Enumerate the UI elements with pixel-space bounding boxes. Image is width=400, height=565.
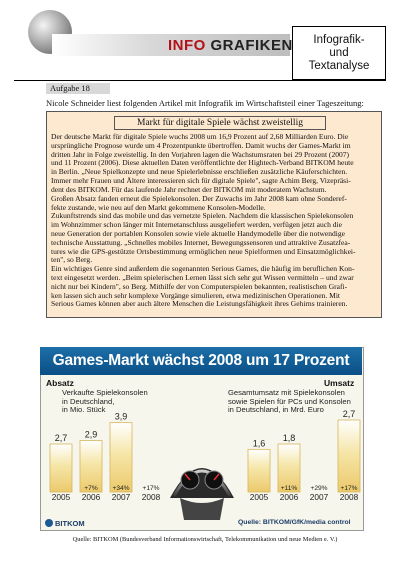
x-tick-label: 2007 — [309, 492, 329, 500]
bitkom-brand: BITKOM — [55, 519, 85, 528]
article-line: ursprüngliche Prognose wurde um 4 Prozentpunkte übertroffen. Damit wuchs der Games-Markt im — [51, 140, 351, 150]
bar-value-label: 2,7 — [54, 433, 68, 443]
article-line: Ein wichtiges Genre sind außerdem die sogenannten Serious Games, die häufig im beruflichen Kon- — [51, 264, 355, 274]
bar-2007 — [110, 423, 132, 492]
x-tick-label: 2005 — [249, 492, 269, 500]
absatz-bar-chart — [46, 400, 166, 500]
x-tick-label: 2005 — [51, 492, 71, 500]
bar-2005 — [50, 444, 72, 492]
article-line: Zukunftstrends sind das mobile und das vernetzte Spielen. Nachdem die klassischen Spielekonsolen — [51, 211, 354, 221]
x-tick-label: 2007 — [111, 492, 131, 500]
infographic-title: Games-Markt wächst 2008 um 17 Prozent — [40, 347, 362, 375]
task-label: Aufgabe 18 — [46, 83, 110, 94]
growth-label: +17% — [340, 485, 358, 492]
growth-label: +11% — [280, 485, 298, 492]
header-topic-line: Textanalyse — [308, 59, 370, 72]
header-title-dark: GRAFIKEN — [210, 37, 293, 54]
task-intro: Nicole Schneider liest folgenden Artikel mit Infografik im Wirtschaftsteil einer Tageszeitung: — [46, 98, 364, 108]
article-line: dritten Jahr in Folge zweistellig. In den Vorjahren lagen die Wachstumsraten bei 29 Prozent (2007) — [51, 149, 350, 159]
header-title-red: INFO — [168, 37, 206, 54]
growth-label: +7% — [84, 485, 98, 492]
article-line: Der deutsche Markt für digitale Spiele wuchs 2008 um 16,9 Prozent auf 2,68 Milliarden Euro. Die — [51, 132, 349, 141]
x-tick-label: 2006 — [81, 492, 101, 500]
bar-value-label: 3,9 — [114, 411, 128, 422]
absatz-subtitle-line: in Mio. Stück — [62, 405, 106, 415]
header-rule — [14, 80, 386, 81]
article-line: technische Ausstattung. „Schnelles mobiles Internet, Bewegungssensoren und attraktive Zusatzfea- — [51, 237, 351, 247]
article-line: in Berlin. „Neue Spielkonzepte und neue Spielerlebnisse erschließen zusätzliche Käuferschichten. — [51, 167, 348, 177]
absatz-subtitle-line: in Deutschland, — [62, 396, 115, 406]
article-line: neue Generation der portablen Konsolen sowie viele aktuelle Handymodelle über die notwendige — [51, 228, 346, 238]
article-line: text eingesetzt werden. „Beim spielerischen Lernen lässt sich sehr gut Wissen vermitteln – und zwar — [51, 273, 354, 282]
bar-value-label: 2,7 — [342, 409, 356, 419]
umsatz-heading: Umsatz — [324, 378, 355, 388]
bar-2005 — [248, 449, 270, 492]
absatz-subtitle-line: Verkaufte Spielekonsolen — [62, 388, 148, 397]
x-tick-label: 2008 — [141, 492, 161, 500]
article-line: im Wohnzimmer schon länger mit Internetanschluss ausgeliefert werden, verfügen jetzt auch die — [51, 220, 342, 230]
article-line: und 11 Prozent (2006). Diese aktuellen Daten veröffentlichte der Hightech-Verband BITKOM heute — [51, 158, 354, 168]
bitkom-logo-icon — [45, 519, 53, 527]
article-line: Großen Absatz fanden erneut die Spielekonsolen. Der Zuwachs im Jahr 2008 kam ohne Sonderef- — [51, 193, 347, 203]
article-line: fekte zustande, wie neu auf den Markt gekommene Konsolen-Modelle. — [51, 202, 266, 212]
header-topic-line: Infografik- — [313, 33, 365, 46]
growth-label: +34% — [112, 485, 130, 492]
bar-2008 — [338, 420, 360, 492]
article-title: Markt für digitale Spiele wächst zweistellig — [114, 116, 326, 130]
x-tick-label: 2008 — [339, 492, 359, 500]
article-line: tures wie die GPS-gestützte Ortsbestimmung ermöglichen neue Spielformen und Einsatzmöglichkei- — [51, 246, 356, 256]
article-line: ken lassen sich auch sehr komplexe Vorgänge simulieren, etwa medizinischen Operationen. Mit — [51, 290, 341, 300]
article-line: dent des BITKOM. Für das laufende Jahr rechnet der BITKOM mit moderatem Wachstum. — [51, 184, 327, 194]
umsatz-subtitle-line: sowie Spielen für PCs und Konsolen — [228, 396, 351, 406]
bar-value-label: 2,9 — [84, 429, 98, 440]
umsatz-bar-chart — [244, 400, 364, 500]
article-line: Serious Games können aber auch ältere Menschen die Leistungsfähigkeit ihres Gehirns trainieren. — [51, 299, 348, 309]
growth-label: +17% — [142, 485, 160, 492]
article-line: Immer mehr Frauen und Ältere interessieren sich für digitale Spiele", sagte Achim Berg, Vizepräsi- — [51, 176, 351, 186]
infographic-source: Quelle: BITKOM/GfK/media control — [238, 519, 351, 526]
x-tick-label: 2006 — [279, 492, 299, 500]
header-topic-box — [292, 26, 386, 80]
speedometer-icon — [160, 428, 244, 520]
header-title — [168, 37, 293, 54]
footer-source: Quelle: BITKOM (Bundesverband Informationswirtschaft, Telekommunikation und neue Medien e. V.) — [72, 536, 338, 543]
header-topic-line: und — [329, 46, 349, 59]
bar-value-label: 1,6 — [252, 438, 266, 449]
article-line: nicht nur bei Kindern", so Berg. Mithilfe der von Computerspielen bekannten, realistischen Grafi- — [51, 281, 348, 291]
umsatz-subtitle-line: in Deutschland, in Mrd. Euro — [228, 405, 324, 415]
umsatz-subtitle-line: Gesamtumsatz mit Spielekonsolen — [228, 388, 345, 397]
article-body — [51, 133, 376, 309]
absatz-heading: Absatz — [46, 378, 74, 388]
growth-label: +29% — [310, 485, 328, 492]
bar-value-label: 1,8 — [282, 433, 296, 443]
article-line: ten", so Berg. — [51, 255, 93, 265]
